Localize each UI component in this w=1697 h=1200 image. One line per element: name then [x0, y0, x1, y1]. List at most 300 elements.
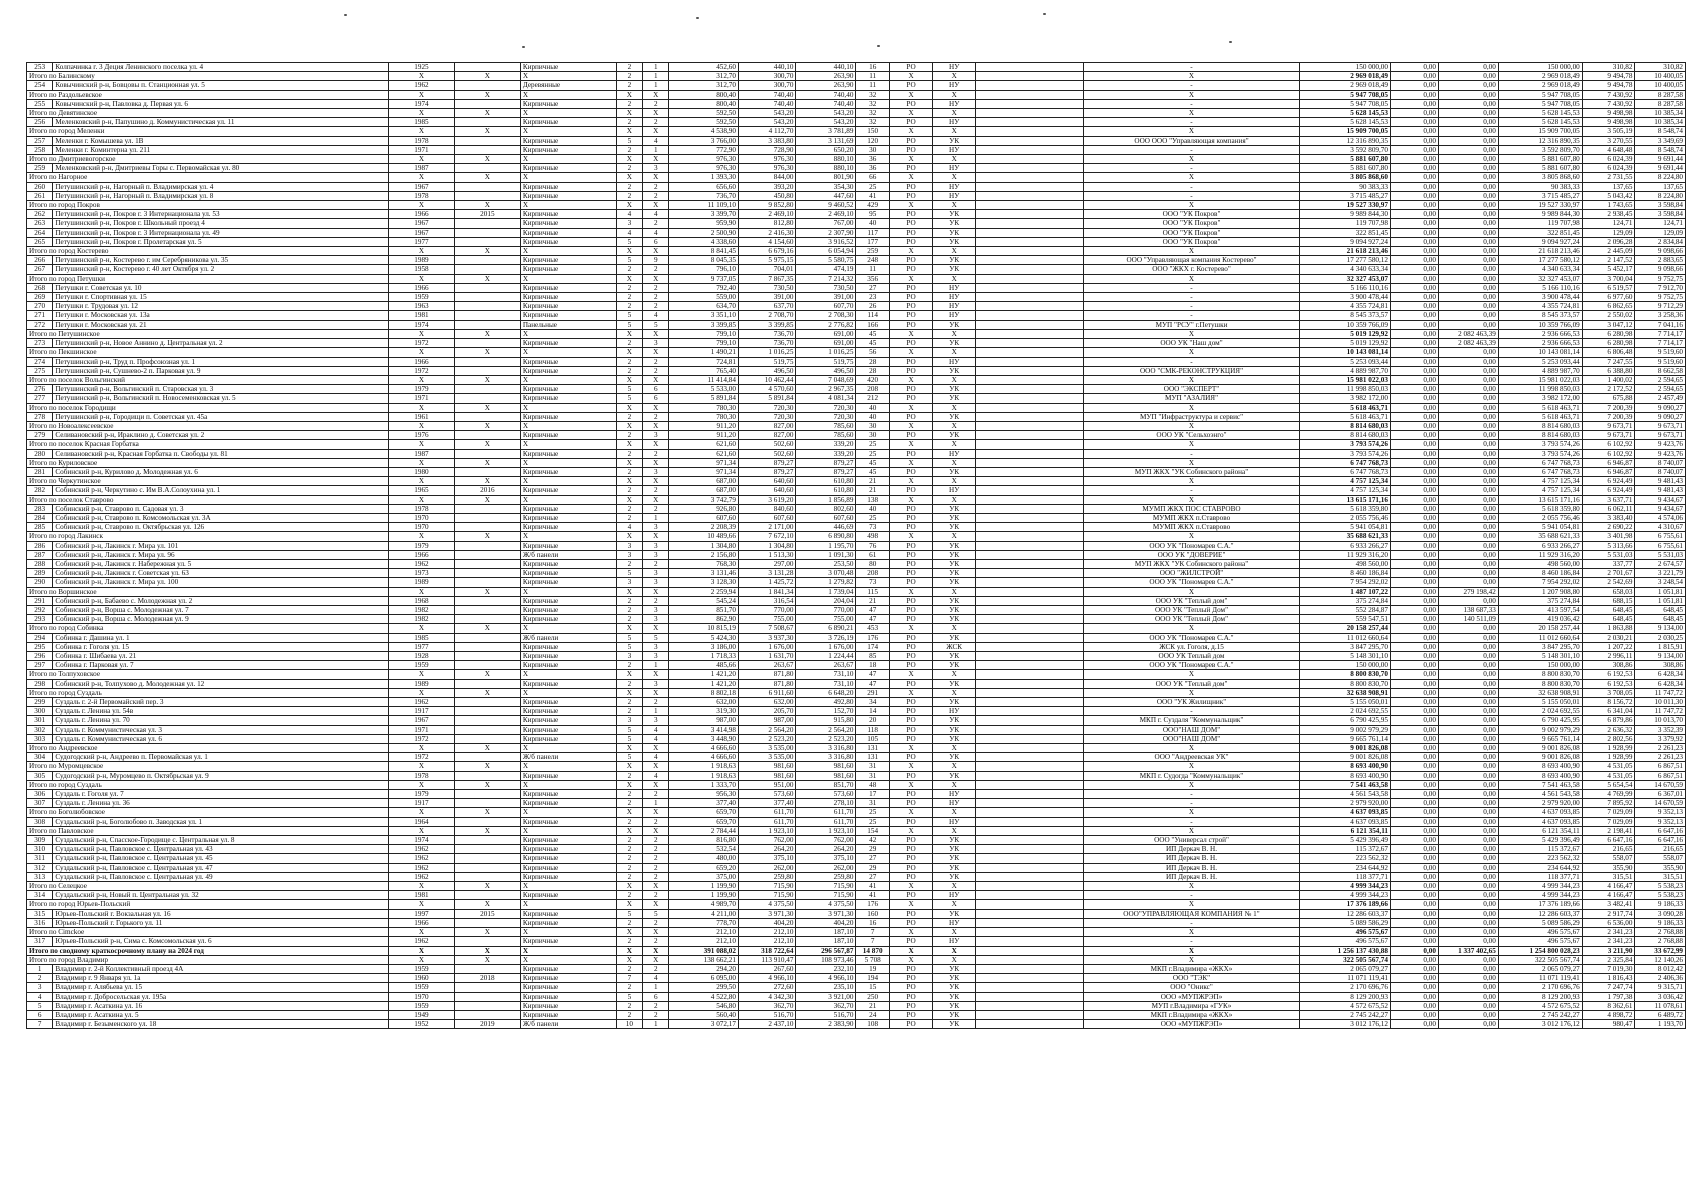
table-cell: 300,70	[738, 72, 796, 81]
table-cell: 2	[643, 937, 669, 946]
table-cell: 7 508,67	[738, 624, 796, 633]
table-cell: 0,00	[1438, 348, 1498, 357]
table-cell: 0,00	[1438, 403, 1498, 412]
table-cell	[454, 311, 520, 320]
table-cell: -	[1084, 302, 1300, 311]
table-cell: 2	[616, 771, 642, 780]
table-cell: 502,60	[738, 440, 796, 449]
table-cell: 0,00	[1390, 698, 1438, 707]
table-cell: 0,00	[1438, 707, 1498, 716]
table-cell: 1989	[388, 578, 454, 587]
table-cell: 287	[27, 550, 53, 559]
table-cell: 138 662,21	[669, 955, 739, 964]
table-cell: 715,90	[738, 891, 796, 900]
table-cell: МУМП ЖКХ п.Ставрово	[1084, 513, 1300, 522]
table-cell: Кирпичные	[520, 523, 616, 532]
table-cell: 2 259,94	[669, 587, 739, 596]
table-cell: 0,00	[1438, 550, 1498, 559]
table-cell: Кирпичные	[520, 983, 616, 992]
table-cell: 0,00	[1438, 992, 1498, 1001]
table-cell: 611,70	[796, 808, 856, 817]
table-cell: 429	[856, 201, 890, 210]
table-cell: ООО УК "Пономарев С.А."	[1084, 661, 1300, 670]
table-cell: -	[1084, 449, 1300, 458]
table-cell: 260	[27, 182, 53, 191]
table-cell: 5 166 110,16	[1498, 283, 1582, 292]
table-row	[27, 182, 1686, 191]
table-cell: 339,20	[796, 440, 856, 449]
table-cell: X	[889, 477, 932, 486]
table-cell: X	[643, 329, 669, 338]
table-cell: 4 166,47	[1582, 882, 1635, 891]
table-cell: РО	[889, 633, 932, 642]
table-cell: 2	[616, 891, 642, 900]
table-cell: 3 715 485,27	[1299, 191, 1390, 200]
table-cell: 7 867,35	[738, 274, 796, 283]
table-cell: 0,00	[1390, 587, 1438, 596]
table-cell: 262,00	[738, 863, 796, 872]
table-cell: 5 166 110,16	[1299, 283, 1390, 292]
table-cell: 8 548,74	[1635, 145, 1686, 154]
table-cell: 0,00	[1438, 118, 1498, 127]
table-cell: 1973	[388, 569, 454, 578]
table-cell: X	[889, 670, 932, 679]
table-cell	[976, 523, 1084, 532]
table-cell: 755,00	[796, 615, 856, 624]
table-cell: 1965	[388, 486, 454, 495]
table-cell: 2	[616, 283, 642, 292]
table-row	[27, 513, 1686, 522]
table-cell: 2	[616, 817, 642, 826]
table-cell: 0,00	[1390, 201, 1438, 210]
table-cell: Деревянные	[520, 81, 616, 90]
table-cell: 1966	[388, 918, 454, 927]
table-cell: X	[388, 532, 454, 541]
table-cell: X	[616, 403, 642, 412]
table-cell: 90 383,33	[1299, 182, 1390, 191]
table-cell: -	[1084, 486, 1300, 495]
table-cell: 10 011,30	[1635, 698, 1686, 707]
table-cell	[976, 191, 1084, 200]
table-cell: 117	[856, 228, 890, 237]
table-cell: 3 726,19	[796, 633, 856, 642]
table-cell: 300	[27, 707, 53, 716]
table-cell: РО	[889, 431, 932, 440]
table-cell: 4 999 344,23	[1299, 891, 1390, 900]
table-cell: 13 615 171,16	[1498, 495, 1582, 504]
table-cell: УК	[933, 836, 976, 845]
table-cell: Кирпичные	[520, 237, 616, 246]
table-cell	[454, 698, 520, 707]
table-cell: 2	[616, 265, 642, 274]
table-cell: Владимир г. Добросельская ул. 195а	[53, 992, 389, 1001]
table-cell: 1962	[388, 559, 454, 568]
table-cell: 6	[643, 992, 669, 1001]
table-cell: 2 594,65	[1635, 385, 1686, 394]
table-cell: Кирпичные	[520, 486, 616, 495]
table-cell: Кирпичные	[520, 992, 616, 1001]
table-cell: 4 757 125,34	[1299, 477, 1390, 486]
table-cell: X	[933, 458, 976, 467]
table-cell: 802,60	[796, 504, 856, 513]
table-cell: X	[616, 109, 642, 118]
table-cell: 297,00	[738, 559, 796, 568]
table-cell: 496 575,67	[1299, 928, 1390, 937]
table-cell: 258	[27, 145, 53, 154]
table-cell	[454, 550, 520, 559]
table-cell: 16	[856, 63, 890, 72]
table-cell: УК	[933, 394, 976, 403]
table-cell: 3 131,28	[738, 569, 796, 578]
table-cell: 5 155 050,01	[1498, 698, 1582, 707]
table-cell: 0,00	[1438, 90, 1498, 99]
table-cell: 607,60	[669, 513, 739, 522]
table-cell	[454, 578, 520, 587]
table-cell: 0,00	[1438, 826, 1498, 835]
table-cell: УК	[933, 237, 976, 246]
table-cell: 264,20	[796, 845, 856, 854]
table-cell	[976, 293, 1084, 302]
table-cell: 275	[27, 366, 53, 375]
table-cell: РО	[889, 219, 932, 228]
table-cell: X	[520, 495, 616, 504]
table-cell: 319,30	[669, 707, 739, 716]
table-cell: ООО "УК Покров"	[1084, 210, 1300, 219]
table-cell: 0,00	[1390, 780, 1438, 789]
table-cell: УК	[933, 523, 976, 532]
table-cell: 118 377,71	[1299, 872, 1390, 881]
table-cell: 6 747 768,73	[1498, 467, 1582, 476]
table-cell	[976, 780, 1084, 789]
table-cell: 3 258,36	[1635, 311, 1686, 320]
table-cell: 5 881 607,80	[1498, 155, 1582, 164]
table-cell: 3 982 172,00	[1299, 394, 1390, 403]
table-cell: 0,00	[1438, 191, 1498, 200]
table-cell: 731,10	[796, 670, 856, 679]
table-cell: X	[520, 477, 616, 486]
table-cell: Суздальский р-н, Боголюбово п. Заводская ул. 1	[53, 817, 389, 826]
table-cell: 6	[643, 394, 669, 403]
table-row	[27, 615, 1686, 624]
table-cell: X	[388, 955, 454, 964]
table-row	[27, 256, 1686, 265]
table-cell: X	[520, 421, 616, 430]
table-cell	[976, 578, 1084, 587]
table-cell: НУ	[933, 357, 976, 366]
table-cell: РО	[889, 918, 932, 927]
table-cell: 2	[643, 118, 669, 127]
table-cell: 2 834,84	[1635, 237, 1686, 246]
table-cell: 355,90	[1635, 863, 1686, 872]
table-cell	[454, 716, 520, 725]
table-cell: 9 434,67	[1635, 495, 1686, 504]
table-cell: 1 856,89	[796, 495, 856, 504]
table-cell: МУП ЖКХ "УК Собинского района"	[1084, 467, 1300, 476]
table-cell: ООО УК "Сельхоэнго"	[1084, 431, 1300, 440]
table-cell: 0,00	[1390, 661, 1438, 670]
table-cell: Ж/б панели	[520, 753, 616, 762]
table-cell: 480,00	[669, 854, 739, 863]
table-cell: Итого по поселок Вольгинский	[27, 375, 389, 384]
table-cell: Петушинский р-н, Нагорный п. Владимирская ул. 8	[53, 191, 389, 200]
table-cell: 80	[856, 559, 890, 568]
table-cell: 208	[856, 569, 890, 578]
table-cell: Кирпичные	[520, 725, 616, 734]
table-cell: 6 102,92	[1582, 440, 1635, 449]
table-cell: X	[1084, 688, 1300, 697]
table-cell	[976, 357, 1084, 366]
table-cell: 0,00	[1438, 974, 1498, 983]
table-cell: X	[889, 348, 932, 357]
table-cell: 762,00	[738, 836, 796, 845]
table-cell: 0,00	[1390, 532, 1438, 541]
table-cell: 0,00	[1390, 955, 1438, 964]
table-cell: 7 541 463,58	[1299, 780, 1390, 789]
table-cell: X	[454, 440, 520, 449]
table-cell	[454, 513, 520, 522]
table-cell: ООО "УК Покров"	[1084, 219, 1300, 228]
table-cell: ООО "УК Жилищник"	[1084, 698, 1300, 707]
subtotal-row	[27, 808, 1686, 817]
table-cell: 1 739,04	[796, 587, 856, 596]
table-cell: 3 379,92	[1635, 734, 1686, 743]
table-cell: 9 090,27	[1635, 403, 1686, 412]
table-cell	[976, 615, 1084, 624]
table-cell: Кирпичные	[520, 872, 616, 881]
table-cell	[454, 891, 520, 900]
table-cell: 2	[616, 449, 642, 458]
table-cell: 10 815,19	[669, 624, 739, 633]
table-cell: РО	[889, 771, 932, 780]
table-cell: 118 377,71	[1498, 872, 1582, 881]
table-cell	[976, 716, 1084, 725]
table-cell: 5	[616, 320, 642, 329]
table-cell: 1 304,80	[738, 541, 796, 550]
table-cell: 0,00	[1438, 1010, 1498, 1019]
table-row	[27, 642, 1686, 651]
table-cell: УК	[933, 661, 976, 670]
table-cell: 312,70	[669, 81, 739, 90]
table-cell: 1978	[388, 771, 454, 780]
table-cell: 5 452,17	[1582, 265, 1635, 274]
table-row	[27, 523, 1686, 532]
table-cell: 3	[616, 578, 642, 587]
table-cell: РО	[889, 283, 932, 292]
table-cell: РО	[889, 320, 932, 329]
table-cell: 0,00	[1390, 596, 1438, 605]
table-cell: X	[933, 928, 976, 937]
table-cell: 0,00	[1390, 900, 1438, 909]
table-cell	[454, 983, 520, 992]
table-cell: 29	[856, 845, 890, 854]
table-cell: 14 870	[856, 946, 890, 955]
table-cell: РО	[889, 513, 932, 522]
table-cell	[976, 790, 1084, 799]
table-cell: Кирпичные	[520, 265, 616, 274]
table-row	[27, 357, 1686, 366]
table-cell: Итого по город Юрьев-Польский	[27, 900, 389, 909]
table-cell: 2	[643, 918, 669, 927]
table-cell: 740,40	[738, 90, 796, 99]
table-cell	[454, 836, 520, 845]
table-cell: 3 637,71	[1582, 495, 1635, 504]
table-cell: 113 910,47	[738, 955, 796, 964]
table-cell: X	[520, 72, 616, 81]
table-cell: 3 847 295,70	[1498, 642, 1582, 651]
table-cell: 1 718,33	[669, 652, 739, 661]
table-cell: 250	[856, 992, 890, 1001]
table-cell: 800,40	[669, 90, 739, 99]
table-cell: 115 372,67	[1498, 845, 1582, 854]
table-cell: УК	[933, 854, 976, 863]
table-cell: РО	[889, 63, 932, 72]
table-cell	[976, 329, 1084, 338]
table-cell: -	[1084, 311, 1300, 320]
table-cell: 301	[27, 716, 53, 725]
table-cell: X	[933, 900, 976, 909]
table-row	[27, 467, 1686, 476]
table-cell: РО	[889, 228, 932, 237]
table-cell: 35 688 621,33	[1498, 532, 1582, 541]
table-cell: 1959	[388, 1001, 454, 1010]
table-cell	[454, 237, 520, 246]
table-cell: 293	[27, 615, 53, 624]
table-cell	[454, 467, 520, 476]
table-cell: 0,00	[1438, 237, 1498, 246]
table-cell: 0,00	[1438, 900, 1498, 909]
table-cell: 212,10	[669, 928, 739, 937]
table-cell: Итого по Петушинское	[27, 329, 389, 338]
table-cell: 0,00	[1390, 716, 1438, 725]
table-cell: 337,77	[1582, 559, 1635, 568]
table-cell: 2 024 692,55	[1498, 707, 1582, 716]
table-cell	[454, 707, 520, 716]
table-cell: Суздаль г. Ленина ул. 70	[53, 716, 389, 725]
table-cell: 0,00	[1390, 173, 1438, 182]
table-cell: 1968	[388, 596, 454, 605]
subtotal-row	[27, 458, 1686, 467]
table-cell: 981,60	[738, 762, 796, 771]
table-cell	[454, 771, 520, 780]
table-cell: 0,00	[1390, 964, 1438, 973]
table-cell: 0,00	[1390, 605, 1438, 614]
table-cell: ООО "Управляющая компания Костерево"	[1084, 256, 1300, 265]
table-cell: 17	[856, 790, 890, 799]
table-cell: 5 043,42	[1582, 191, 1635, 200]
table-cell: 308,86	[1582, 661, 1635, 670]
table-cell: 45	[856, 467, 890, 476]
table-cell: 1958	[388, 265, 454, 274]
table-cell: X	[616, 624, 642, 633]
table-cell: 3 316,80	[796, 744, 856, 753]
table-cell: X	[520, 348, 616, 357]
table-cell: 0,00	[1438, 716, 1498, 725]
table-cell: -	[1084, 799, 1300, 808]
table-cell: 10 013,70	[1635, 716, 1686, 725]
table-cell: 8 460 186,84	[1299, 569, 1390, 578]
table-cell: 2 156,80	[669, 550, 739, 559]
table-cell: 0,00	[1438, 449, 1498, 458]
table-cell	[454, 790, 520, 799]
table-cell: 772,90	[669, 145, 739, 154]
table-cell: 4 342,30	[738, 992, 796, 1001]
table-cell: 2	[616, 596, 642, 605]
table-cell	[976, 99, 1084, 108]
table-cell: 5	[643, 320, 669, 329]
table-cell: Кирпичные	[520, 836, 616, 845]
table-cell: 5 708	[856, 955, 890, 964]
table-cell: 3 535,00	[738, 753, 796, 762]
table-cell: МКП г. Судогда "Коммунальщик"	[1084, 771, 1300, 780]
table-cell: 0,00	[1438, 753, 1498, 762]
table-cell: 176	[856, 633, 890, 642]
table-cell: УК	[933, 771, 976, 780]
table-cell: 559,00	[669, 293, 739, 302]
table-cell: МУМП ЖКХ п.Ставрово	[1084, 523, 1300, 532]
table-cell: РО	[889, 550, 932, 559]
subtotal-row	[27, 173, 1686, 182]
table-cell: 1987	[388, 164, 454, 173]
table-cell: 4 561 543,58	[1299, 790, 1390, 799]
table-cell: Итого по Сimсkoe	[27, 928, 389, 937]
table-cell: 56	[856, 348, 890, 357]
table-cell: 0,00	[1438, 771, 1498, 780]
table-cell: 8 693 400,90	[1299, 762, 1390, 771]
table-cell	[976, 679, 1084, 688]
table-cell: 5 891,84	[738, 394, 796, 403]
table-cell: 632,00	[669, 698, 739, 707]
table-cell: Собинка г. Парковая ул. 7	[53, 661, 389, 670]
table-cell: 264	[27, 228, 53, 237]
table-cell: 2015	[454, 909, 520, 918]
table-cell: 2 969 018,49	[1299, 72, 1390, 81]
table-cell: Владимир г. Алябьева ул. 15	[53, 983, 389, 992]
table-cell: Кирпичные	[520, 394, 616, 403]
table-cell: 3 766,00	[669, 136, 739, 145]
table-cell: 1 279,82	[796, 578, 856, 587]
table-cell: 440,10	[796, 63, 856, 72]
table-cell: 780,30	[669, 403, 739, 412]
table-cell: 728,90	[738, 145, 796, 154]
table-cell: 14 670,59	[1635, 799, 1686, 808]
table-cell: УК	[933, 228, 976, 237]
table-cell: 5	[616, 237, 642, 246]
table-cell: 0,00	[1438, 596, 1498, 605]
table-cell: X	[889, 900, 932, 909]
table-row	[27, 164, 1686, 173]
table-cell	[454, 283, 520, 292]
table-cell: 9	[643, 256, 669, 265]
table-cell: 987,00	[738, 716, 796, 725]
table-cell: 0,00	[1390, 845, 1438, 854]
table-cell	[976, 477, 1084, 486]
table-cell	[454, 523, 520, 532]
table-cell: 4 999 344,23	[1498, 891, 1582, 900]
table-cell: 6 790 425,95	[1498, 716, 1582, 725]
table-cell: 0,00	[1438, 311, 1498, 320]
table-cell: X	[933, 532, 976, 541]
table-row	[27, 578, 1686, 587]
table-cell: X	[889, 808, 932, 817]
table-cell: 11 998 850,03	[1498, 385, 1582, 394]
table-cell: 5 654,54	[1582, 780, 1635, 789]
table-cell: X	[889, 440, 932, 449]
table-cell: X	[889, 375, 932, 384]
table-cell: Петушинский р-н, Покров г. Пролетарская ул. 5	[53, 237, 389, 246]
table-cell: 212,10	[669, 937, 739, 946]
table-cell: 291	[856, 688, 890, 697]
table-cell: УК	[933, 569, 976, 578]
